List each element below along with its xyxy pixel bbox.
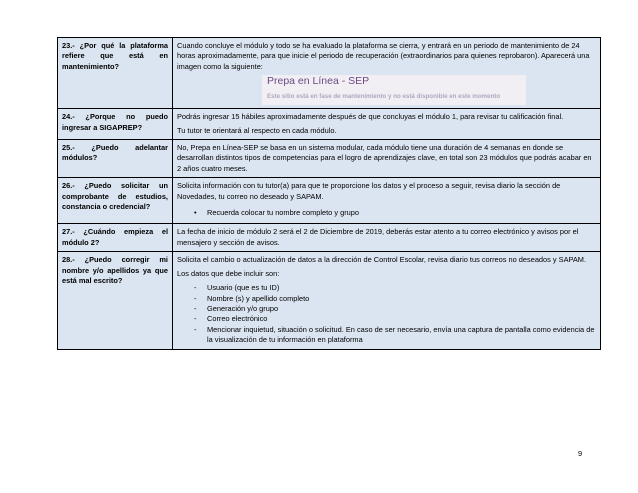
faq-row-23 bbox=[58, 38, 601, 109]
answer-text: La fecha de inicio de módulo 2 será el 2 de Diciembre de 2019, deberás estar atento a tu correo electrónico y avisos por el mensajero y sección de avisos. bbox=[177, 227, 579, 247]
faq-row-25 bbox=[58, 140, 601, 178]
answer-text: Podrás ingresar 15 hábiles aproximadamente después de que concluyas el módulo 1, para revisar tu calificación final. bbox=[177, 112, 564, 122]
question-cell: 24.- ¿Porque no puedo ingresar a SIGAPREP? bbox=[58, 109, 173, 140]
answer-text: Cuando concluye el módulo y todo se ha evaluado la plataforma se cierra, y entrará en un periodo de mantenimiento de 24 horas aproximadamente, para que inicie el periodo de recuperación (extraordinarios para quienes reprobaron). Aparecerá una imagen como la siguiente: bbox=[177, 41, 590, 71]
question-cell: 23.- ¿Por qué la plataforma refiere que está en mantenimiento? bbox=[58, 38, 173, 109]
faq-row-27 bbox=[58, 224, 601, 252]
answer-text: Los datos que debe incluir son: bbox=[177, 268, 280, 278]
question-cell: 25.- ¿Puedo adelantar módulos? bbox=[58, 140, 173, 178]
faq-table bbox=[57, 37, 601, 350]
answer-cell bbox=[173, 38, 601, 109]
question-cell: 27.- ¿Cuándo empieza el módulo 2? bbox=[58, 224, 173, 252]
page-number: 9 bbox=[578, 449, 583, 458]
answer-cell bbox=[173, 140, 601, 178]
bullet-list bbox=[177, 208, 596, 218]
question-cell: 28.- ¿Puedo corregir mi nombre y/o apellidos ya que está mal escrito? bbox=[58, 252, 173, 349]
question-cell: 26.- ¿Puedo solicitar un comprobante de estudios, constancia o credencial? bbox=[58, 178, 173, 224]
answer-cell bbox=[173, 178, 601, 224]
answer-text: Solicita el cambio o actualización de datos a la dirección de Control Escolar, revisa diario tus correos no deseados y SAPAM. bbox=[177, 255, 587, 265]
list-item: - Correo electrónico bbox=[207, 314, 596, 324]
list-item: - Mencionar inquietud, situación o solicitud. En caso de ser necesario, envía una captura de pantalla como evidencia de la visualización de tu información en plataforma bbox=[207, 325, 596, 346]
list-item: - Usuario (que es tu ID) bbox=[207, 283, 596, 293]
bullet-item: • Recuerda colocar tu nombre completo y grupo bbox=[207, 208, 596, 218]
answer-text: No, Prepa en Línea-SEP se basa en un sistema modular, cada módulo tiene una duración de 4 semanas en donde se desarrollan distintos tipos de competencias para el logro de aprendizajes clave, en total son 23 módulos que podrás acabar en 2 años cuatro meses. bbox=[177, 143, 592, 173]
faq-row-24 bbox=[58, 109, 601, 140]
list-item: - Generación y/o grupo bbox=[207, 304, 596, 314]
maintenance-image-title: Prepa en Línea - SEP bbox=[267, 75, 370, 88]
faq-row-26 bbox=[58, 178, 601, 224]
maintenance-screenshot-image bbox=[262, 75, 526, 105]
answer-text: Tu tutor te orientará al respecto en cada módulo. bbox=[177, 125, 337, 135]
faq-row-28 bbox=[58, 252, 601, 349]
maintenance-image-message: Este sitio está en fase de mantenimiento y no está disponible en este momento bbox=[267, 93, 501, 101]
answer-cell bbox=[173, 252, 601, 349]
list-item: - Nombre (s) y apellido completo bbox=[207, 294, 596, 304]
answer-cell bbox=[173, 109, 601, 140]
answer-cell bbox=[173, 224, 601, 252]
answer-text: Solicita información con tu tutor(a) para que te proporcione los datos y el proceso a seguir, revisa diario la sección de Novedades, tu correo no deseado y SAPAM. bbox=[177, 181, 561, 201]
required-data-list bbox=[177, 283, 596, 345]
